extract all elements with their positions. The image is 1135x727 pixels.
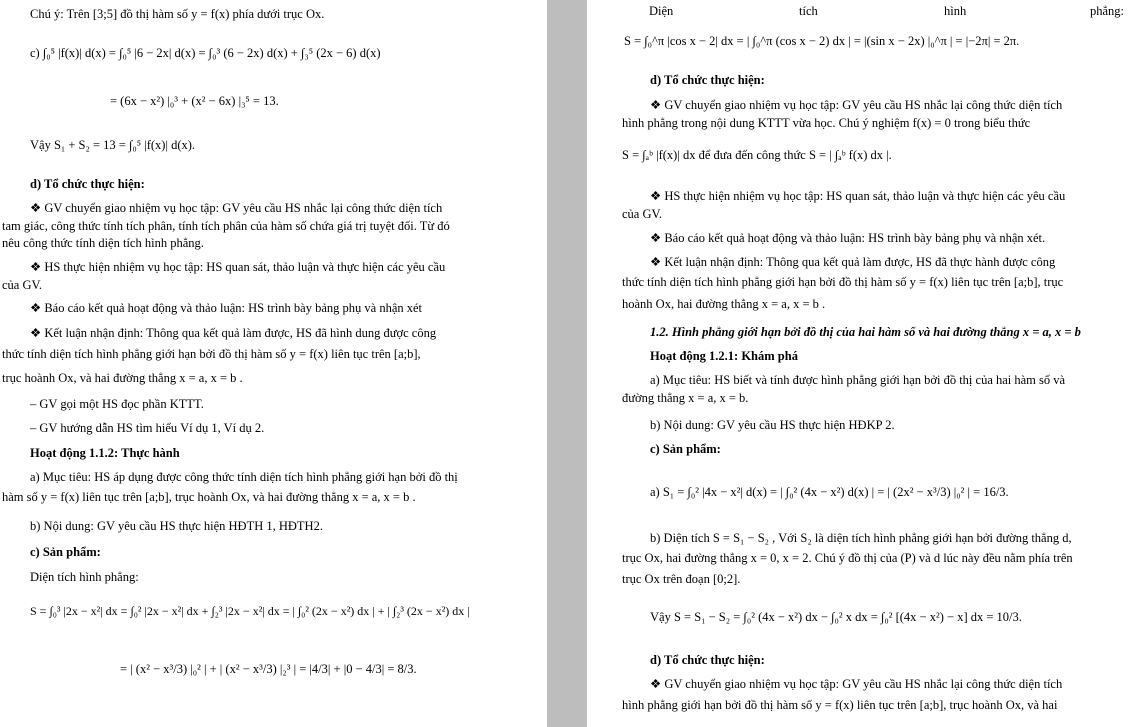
paragraph-line: Diện tích hình phẳng:	[30, 570, 139, 584]
paragraph-line: trục Ox trên đoạn [0;2].	[622, 572, 741, 586]
paragraph-line: trục Ox, hai đường thẳng x = 0, x = 2. Chú ý đồ thị của (P) và d lúc này đều nằm phía trên	[622, 551, 1073, 565]
paragraph-line: ❖ HS thực hiện nhiệm vụ học tập: HS quan sát, thảo luận và thực hiện các yêu cầu	[30, 260, 446, 274]
header-word: Diện	[649, 4, 674, 18]
paragraph-line: ❖ Báo cáo kết quả hoạt động và thảo luận: HS trình bày bảng phụ và nhận xét	[30, 301, 423, 315]
paragraph-line: của GV.	[2, 278, 43, 292]
section-heading-organization: d) Tổ chức thực hiện:	[650, 653, 765, 667]
section-heading-product: c) Sản phẩm:	[30, 545, 101, 559]
activity-heading: Hoạt động 1.2.1: Khám phá	[650, 349, 798, 363]
paragraph-line: nêu công thức tính diện tích hình phẳng.	[2, 236, 204, 250]
formula-line: S = ∫ₐᵇ |f(x)| dx để đưa đến công thức S = | ∫ₐᵇ f(x) dx |.	[622, 148, 892, 162]
section-heading-organization: d) Tổ chức thực hiện:	[30, 177, 145, 191]
difference-equation: Vậy S = S₁ − S₂ = ∫₀² (4x − x²) dx − ∫₀² x dx = ∫₀² [(4x − x²) − x] dx = 10/3.	[650, 610, 1022, 624]
activity-heading: Hoạt động 1.1.2: Thực hành	[30, 446, 180, 460]
section-heading-product: c) Sản phẩm:	[650, 442, 721, 456]
paragraph-line: tam giác, công thức tính tích phân, tính tích phân của hàm số chứa giá trị tuyệt đối. Từ đó	[2, 219, 450, 233]
document-page-left	[0, 0, 547, 727]
header-word: tích	[799, 4, 818, 18]
header-word: phẳng:	[1090, 4, 1125, 18]
paragraph-line: thức tính diện tích hình phẳng giới hạn bởi đồ thị hàm số y = f(x) liên tục trên [a;b], trục	[622, 275, 1064, 289]
paragraph-line: trục hoành Ox, và hai đường thẳng x = a, x = b .	[2, 371, 243, 385]
paragraph-line: hàm số y = f(x) liên tục trên [a;b], trục hoành Ox, và hai đường thẳng x = a, x = b .	[2, 490, 416, 504]
paragraph-line: ❖ GV chuyển giao nhiệm vụ học tập: GV yêu cầu HS nhắc lại công thức diện tích	[650, 98, 1063, 112]
paragraph-line: hoành Ox, hai đường thẳng x = a, x = b .	[622, 297, 826, 311]
paragraph-line: ❖ Kết luận nhận định: Thông qua kết quả làm được, HS đã hình dung được công	[30, 326, 437, 340]
paragraph-line: a) Mục tiêu: HS biết và tính được hình phẳng giới hạn bởi đồ thị của hai hàm số và	[650, 373, 1066, 387]
area-equation: S = ∫₀³ |2x − x²| dx = ∫₀² |2x − x²| dx + ∫₂³ |2x − x²| dx = | ∫₀² (2x − x²) dx | + | ∫₂³ (2x − x²) dx |	[30, 604, 470, 618]
paragraph-line: – GV hướng dẫn HS tìm hiểu Ví dụ 1, Ví dụ 2.	[30, 421, 265, 435]
paragraph-line: – GV gọi một HS đọc phần KTTT.	[30, 397, 204, 411]
paragraph-line: a) Mục tiêu: HS áp dụng được công thức tính diện tích hình phẳng giới hạn bởi đồ thị	[30, 470, 458, 484]
paragraph-line: b) Diện tích S = S₁ − S₂ , Với S₂ là diện tích hình phẳng giới hạn bởi đường thẳng d,	[650, 531, 1072, 545]
integral-result-c: = (6x − x²) |₀³ + (x² − 6x) |₃⁵ = 13.	[110, 94, 279, 108]
header-word: hình	[944, 4, 967, 18]
conclusion-sum: Vậy S₁ + S₂ = 13 = ∫₀⁵ |f(x)| d(x).	[30, 138, 196, 152]
section-heading-organization: d) Tổ chức thực hiện:	[650, 73, 765, 87]
paragraph-line: ❖ Kết luận nhận định: Thông qua kết quả làm được, HS đã thực hành được công	[650, 255, 1056, 269]
document-page-right	[587, 0, 1135, 727]
paragraph-line: hình phẳng giới hạn bởi đồ thị hàm số y = f(x) liên tục trên [a;b], trục hoành Ox, và hai	[622, 698, 1058, 712]
paragraph-line: b) Nội dung: GV yêu cầu HS thực hiện HĐKP 2.	[650, 418, 895, 432]
paragraph-line: ❖ GV chuyển giao nhiệm vụ học tập: GV yêu cầu HS nhắc lại công thức diện tích	[650, 677, 1063, 691]
paragraph-line: đường thẳng x = a, x = b.	[622, 391, 749, 405]
s1-equation: a) S₁ = ∫₀² |4x − x²| d(x) = | ∫₀² (4x − x²) d(x) | = | (2x² − x³/3) |₀² | = 16/3.	[650, 485, 1009, 499]
note-line: Chú ý: Trên [3;5] đồ thị hàm số y = f(x) phía dưới trục Ox.	[30, 7, 325, 21]
paragraph-line: ❖ HS thực hiện nhiệm vụ học tập: HS quan sát, thảo luận và thực hiện các yêu cầu	[650, 189, 1066, 203]
paragraph-line: thức tính diện tích hình phẳng giới hạn bởi đồ thị hàm số y = f(x) liên tục trên [a;b],	[2, 347, 421, 361]
integral-equation-c: c) ∫₀⁵ |f(x)| d(x) = ∫₀⁵ |6 − 2x| d(x) = ∫₀³ (6 − 2x) d(x) + ∫₃⁵ (2x − 6) d(x)	[30, 46, 381, 60]
area-result: = | (x² − x³/3) |₀² | + | (x² − x³/3) |₂³ | = |4/3| + |0 − 4/3| = 8/3.	[120, 662, 417, 676]
paragraph-line: b) Nội dung: GV yêu cầu HS thực hiện HĐTH 1, HĐTH2.	[30, 519, 323, 533]
subsection-heading: 1.2. Hình phẳng giới hạn bởi đồ thị của hai hàm số và hai đường thẳng x = a, x = b	[650, 325, 1081, 339]
paragraph-line: của GV.	[622, 207, 663, 221]
paragraph-line: hình phẳng trong nội dung KTTT vừa học. Chú ý nghiệm f(x) = 0 trong biểu thức	[622, 116, 1031, 130]
area-cos-equation: S = ∫₀^π |cos x − 2| dx = | ∫₀^π (cos x − 2) dx | = |(sin x − 2x) |₀^π | = |−2π| = 2π.	[624, 34, 1020, 48]
paragraph-line: ❖ GV chuyển giao nhiệm vụ học tập: GV yêu cầu HS nhắc lại công thức diện tích	[30, 201, 443, 215]
paragraph-line: ❖ Báo cáo kết quả hoạt động và thảo luận: HS trình bày bảng phụ và nhận xét.	[650, 231, 1046, 245]
